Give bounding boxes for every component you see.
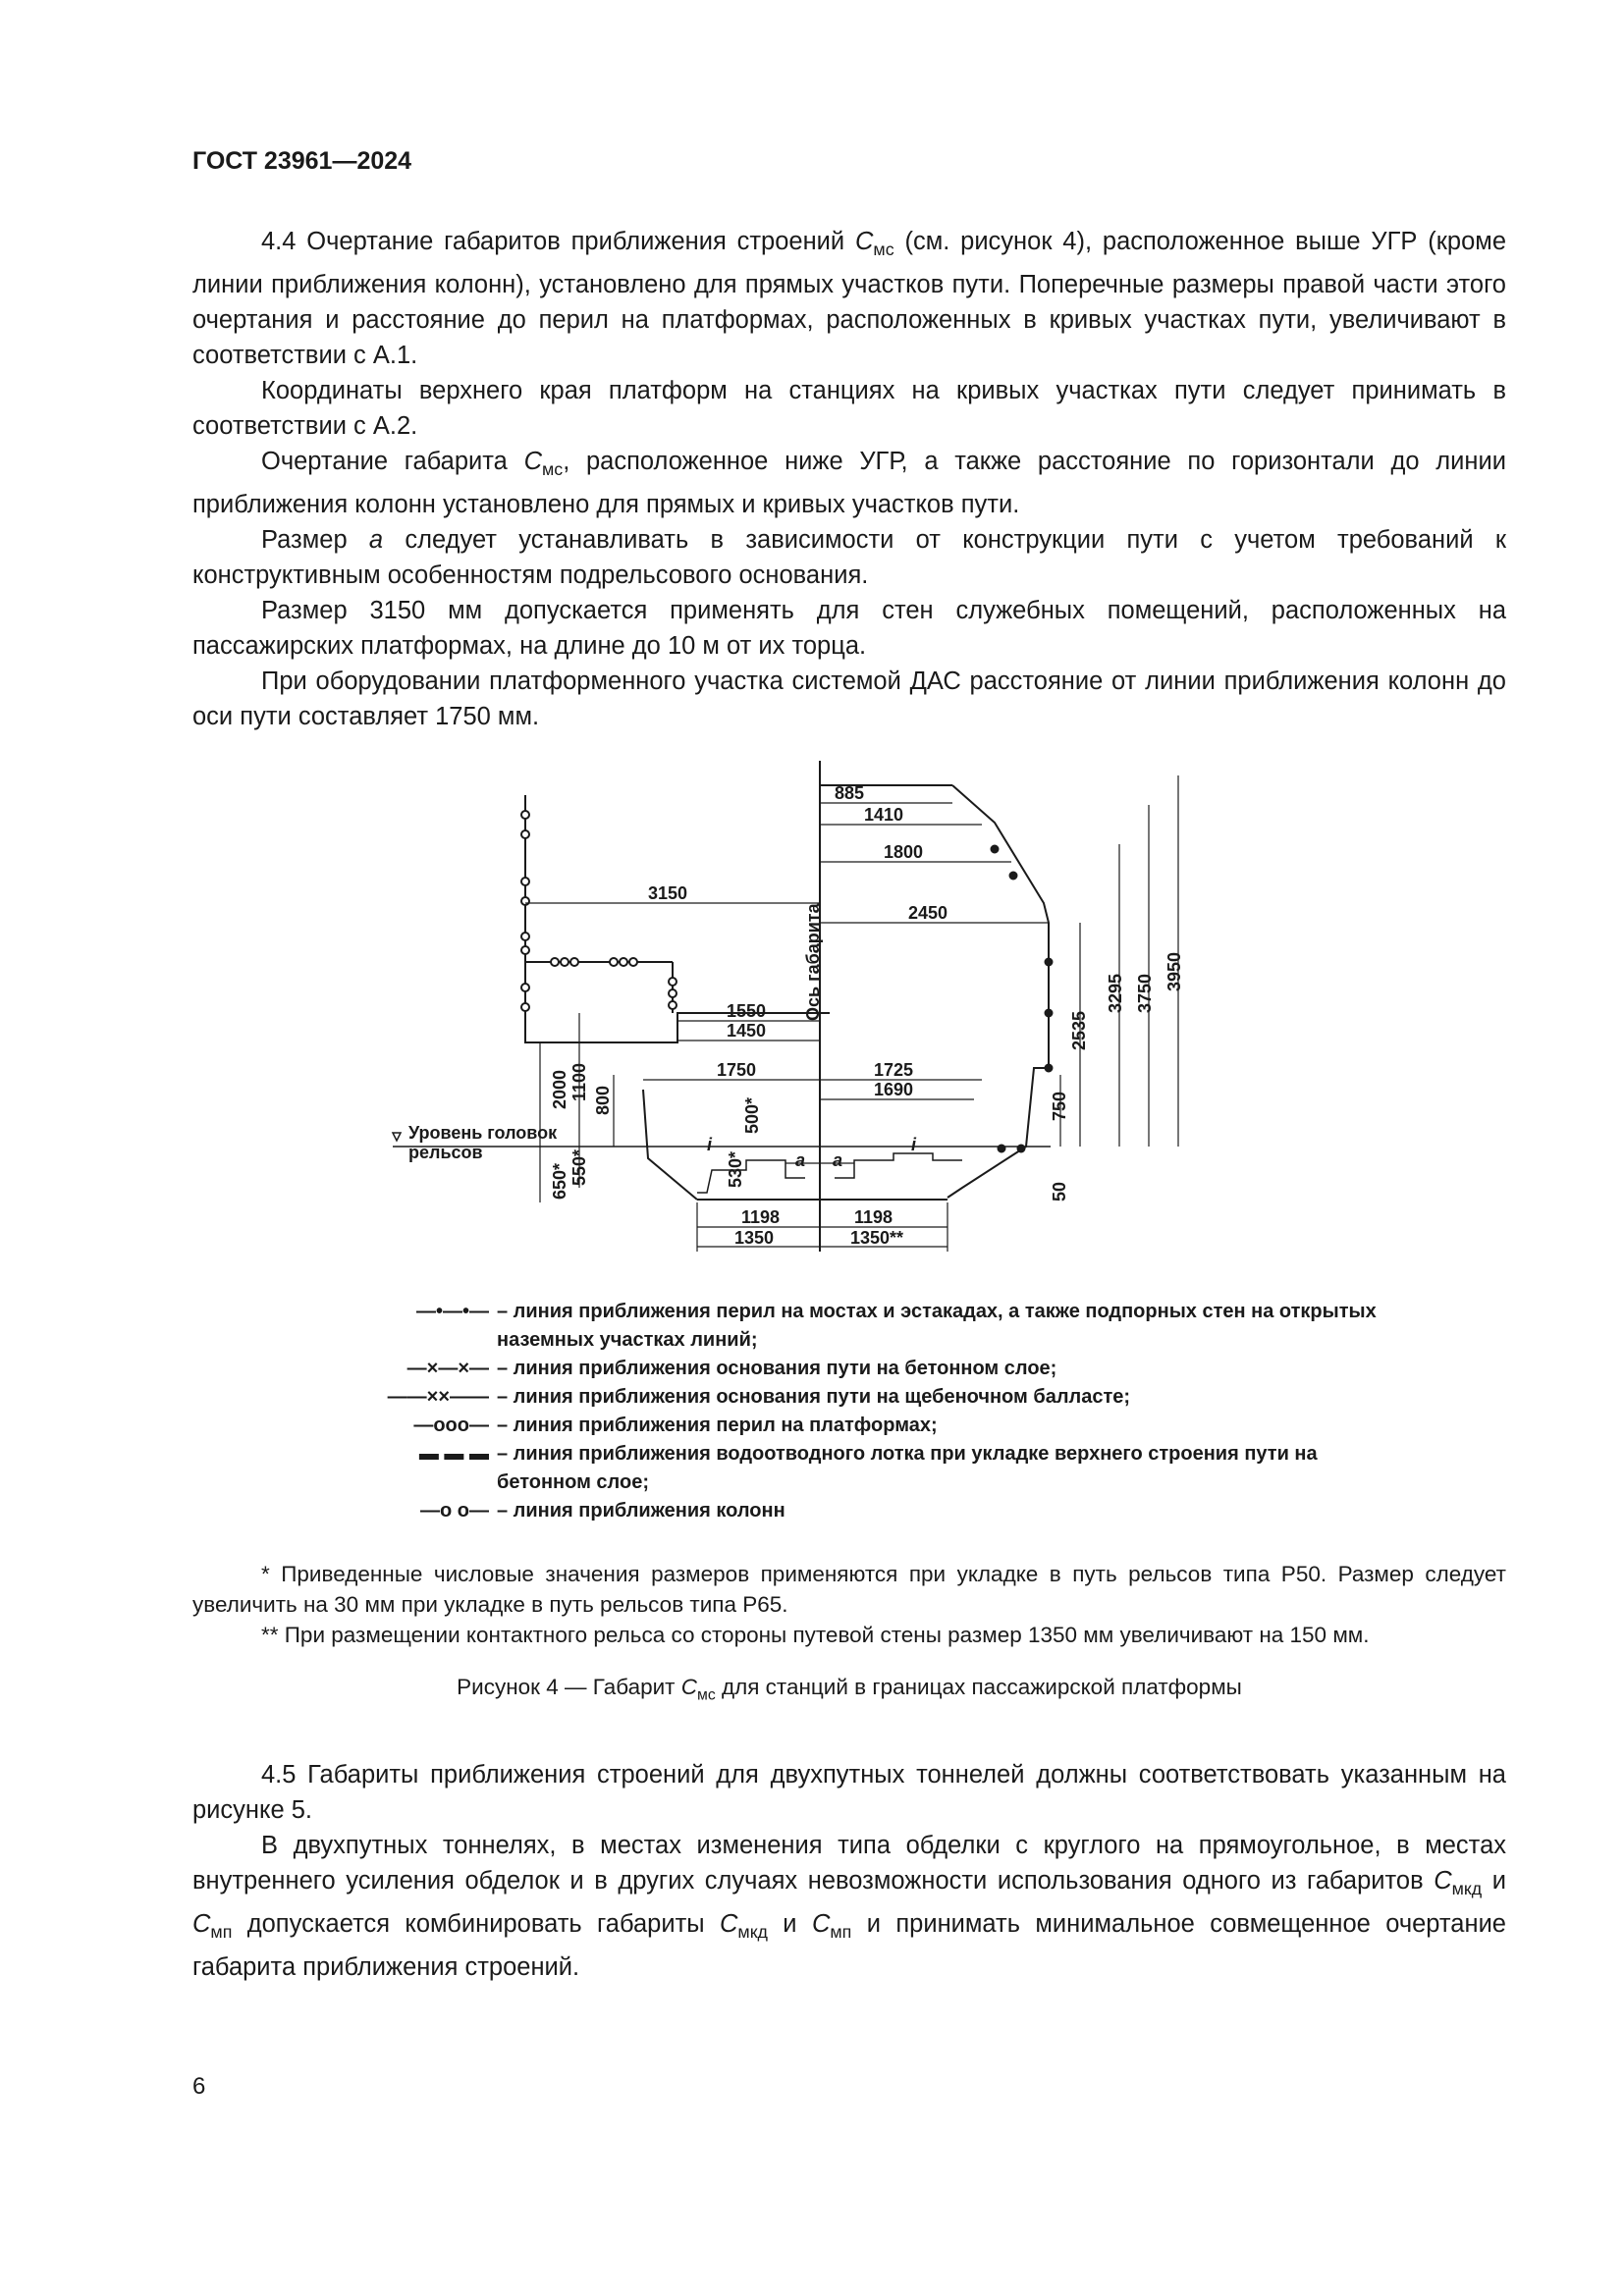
legend-item xyxy=(353,1355,1384,1383)
legend-symbol: ▬ ▬ ▬ xyxy=(418,1443,489,1465)
dim-i-right: i xyxy=(911,1135,917,1154)
dim-i-left: i xyxy=(707,1135,713,1154)
legend-text: – линия приближения перил на платформах; xyxy=(497,1415,938,1436)
dim-1100: 1100 xyxy=(569,1062,589,1101)
legend-symbol: —ооо— xyxy=(413,1415,489,1436)
document-header: ГОСТ 23961—2024 xyxy=(192,147,412,175)
dim-1410: 1410 xyxy=(864,805,904,825)
dim-3150: 3150 xyxy=(648,883,688,903)
dim-2000: 2000 xyxy=(550,1069,569,1109)
dim-50: 50 xyxy=(1050,1181,1069,1201)
rail-level-label-2: рельсов xyxy=(408,1143,483,1162)
legend-item xyxy=(353,1412,1384,1440)
legend-text: – линия приближения перил на мостах и эстакадах, а также подпорных стен на открытых наземных участках линий; xyxy=(497,1301,1377,1351)
dim-a-right: a xyxy=(833,1150,843,1170)
legend-symbol: —×—×— xyxy=(406,1358,489,1379)
dim-1350ss: 1350** xyxy=(850,1228,904,1248)
legend-symbol: ——××—— xyxy=(387,1386,489,1408)
dim-500s: 500* xyxy=(742,1096,762,1134)
paragraph: 4.5 Габариты приближения строений для двухпутных тоннелей должны соответствовать указанным на рисунке 5. xyxy=(192,1761,1506,1824)
dim-3750: 3750 xyxy=(1135,973,1155,1013)
paragraph: Координаты верхнего края платформ на станциях на кривых участках пути следует принимать в соответствии с А.2. xyxy=(192,377,1506,441)
axis-label: Ось габарита xyxy=(803,903,823,1021)
dim-550s: 550* xyxy=(569,1148,589,1186)
legend-text: – линия приближения основания пути на щебеночном балласте; xyxy=(497,1386,1131,1408)
dim-1450: 1450 xyxy=(727,1021,767,1041)
legend-text: – линия приближения водоотводного лотка при укладке верхнего строения пути на бетонном слое; xyxy=(497,1443,1318,1493)
rail-level-label-1: Уровень головок xyxy=(408,1123,558,1143)
legend-item xyxy=(353,1383,1384,1412)
section-4-5 xyxy=(192,1757,1506,1985)
dim-1800: 1800 xyxy=(884,842,924,862)
paragraph: При оборудовании платформенного участка системой ДАС расстояние от линии приближения колонн до оси пути составляет 1750 мм. xyxy=(192,667,1506,731)
dim-650s: 650* xyxy=(550,1162,569,1200)
paragraph: В двухпутных тоннелях, в местах изменения типа обделки с круглого на прямоугольное, в местах внутреннего усиления обделок и в других случаях невозможности использования одного из габаритов $С_{мкд}$ и $С_{мп}$ допускается комбинировать габариты $С_{мкд}$ и $С_{мп}$ и принимать минимальное совмещенное очертание габарита приближения строений. xyxy=(192,1832,1506,1982)
section-4-4 xyxy=(192,224,1506,734)
dim-800: 800 xyxy=(593,1085,613,1115)
dim-1198-right: 1198 xyxy=(854,1207,893,1227)
paragraph: 4.4 Очертание габаритов приближения строений $С_{мс}$ (см. рисунок 4), расположенное выше УГР (кроме линии приближения колонн), установлено для прямых участков пути. Поперечные размеры правой части этого очертания и расстояние до перил на платформах, расположенных в кривых участках пути, увеличивают в соответствии с А.1. xyxy=(192,228,1506,370)
footnote: ** При размещении контактного рельса со стороны путевой стены размер 1350 мм увеличивают на 150 мм. xyxy=(261,1623,1370,1647)
dim-2450: 2450 xyxy=(908,903,948,923)
dim-a-left: a xyxy=(795,1150,806,1170)
diagram-legend xyxy=(353,1298,1384,1525)
legend-symbol: —•—•— xyxy=(415,1301,489,1322)
figure-notes xyxy=(192,1559,1506,1650)
footnote: * Приведенные числовые значения размеров применяются при укладке в путь рельсов типа Р50. Размер следует увеличить на 30 мм при укладке в путь рельсов типа Р65. xyxy=(192,1562,1506,1617)
dim-750: 750 xyxy=(1050,1091,1069,1121)
legend-symbol: —о о— xyxy=(420,1500,489,1522)
dim-2535: 2535 xyxy=(1069,1010,1089,1050)
legend-text: – линия приближения основания пути на бетонном слое; xyxy=(497,1358,1057,1379)
clearance-diagram xyxy=(373,756,1237,1266)
dim-885: 885 xyxy=(835,783,865,803)
dim-3950: 3950 xyxy=(1164,951,1184,991)
page-number: 6 xyxy=(192,2073,206,2100)
dim-1350: 1350 xyxy=(734,1228,775,1248)
paragraph: Размер а следует устанавливать в зависимости от конструкции пути с учетом требований к конструктивным особенностям подрельсового основания. xyxy=(192,526,1506,590)
legend-item xyxy=(353,1298,1384,1355)
legend-item xyxy=(353,1497,1384,1525)
dim-530s: 530* xyxy=(726,1150,745,1188)
dim-1750: 1750 xyxy=(717,1060,757,1080)
legend-item xyxy=(353,1440,1384,1497)
dim-1198-left: 1198 xyxy=(741,1207,781,1227)
dim-3295: 3295 xyxy=(1106,973,1125,1013)
dim-1725: 1725 xyxy=(874,1060,914,1080)
dim-1550: 1550 xyxy=(727,1001,767,1021)
legend-text: – линия приближения колонн xyxy=(497,1500,785,1522)
figure-caption: Рисунок 4 — Габарит $С_{мс}$ для станций в границах пассажирской платформы xyxy=(457,1675,1242,1704)
paragraph: Размер 3150 мм допускается применять для стен служебных помещений, расположенных на пассажирских платформах, на длине до 10 м от их торца. xyxy=(192,597,1506,661)
paragraph: Очертание габарита $С_{мс}$, расположенное ниже УГР, а также расстояние по горизонтали до линии приближения колонн установлено для прямых и кривых участков пути. xyxy=(192,448,1506,519)
dim-1690: 1690 xyxy=(874,1080,914,1099)
